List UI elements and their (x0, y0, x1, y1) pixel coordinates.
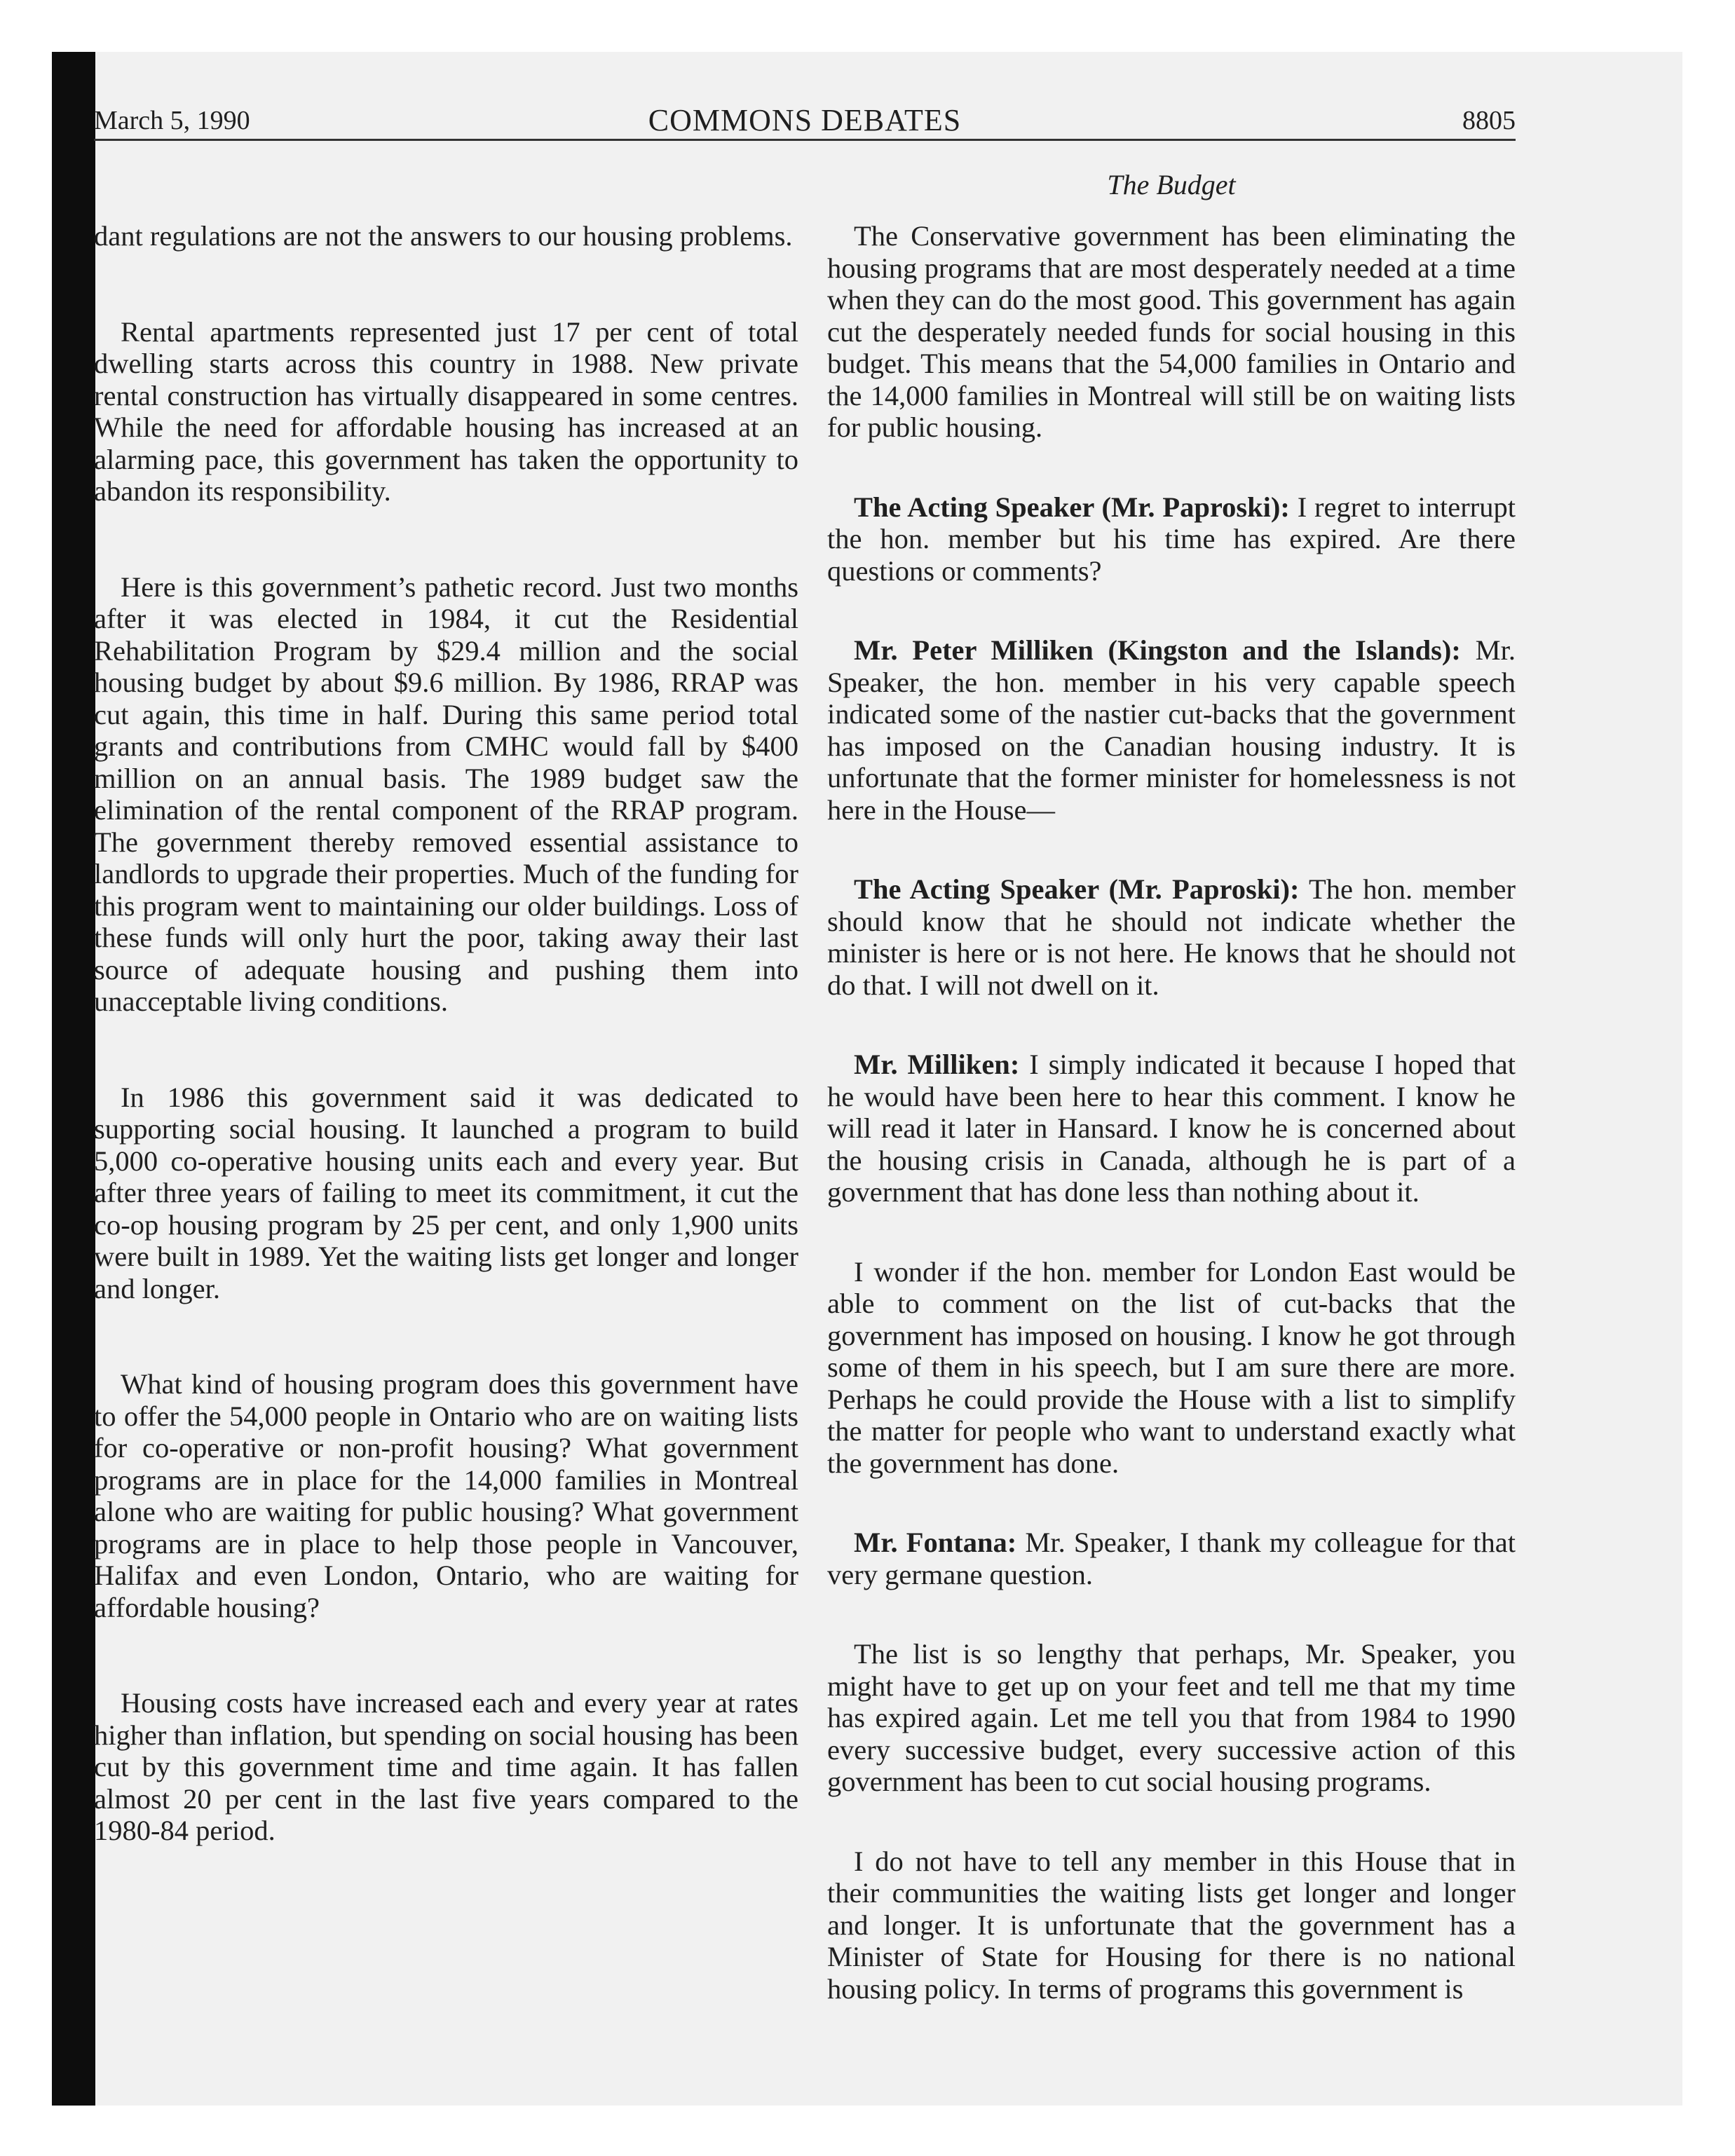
speech-text: The hon. member should know that he should not indicate whether the minister is here or is not here. He knows that he should not do that. I will not dwell on it. (827, 873, 1516, 1001)
header-date: March 5, 1990 (94, 106, 250, 135)
speaker-name: The Acting Speaker (Mr. Paproski): (854, 873, 1300, 905)
paragraph (94, 571, 798, 1018)
speech-text: Mr. Speaker, the hon. member in his very capable speech indicated some of the nastier cut-backs that the government has imposed on the Canadian housing industry. It is unfortunate that the former minister for homelessness is not here in the House— (827, 634, 1516, 826)
paragraph (827, 1845, 1516, 2005)
paragraph-text: I wonder if the hon. member for London East would be able to comment on the list of cut-backs that the government has imposed on housing. I know he got through some of them in his speech, but I am sure there are more. Perhaps he could provide the House with a list to simplify the matter for people who want to understand exactly what the government has done. (827, 1255, 1516, 1479)
speech (827, 491, 1516, 587)
paragraph (827, 1256, 1516, 1480)
paragraph (94, 1368, 798, 1623)
speech (827, 1049, 1516, 1208)
paragraph-text: Housing costs have increased each and every year at rates higher than inflation, but spending on social housing has been cut by this government time and time again. It has fallen almost 20 per cent in the last five years compared to the 1980-84 period. (94, 1687, 798, 1846)
paragraph-text: What kind of housing program does this government have to offer the 54,000 people in Ontario who are on waiting lists for co-operative or non-profit housing? What government programs are in place for the 14,000 families in Montreal alone who are waiting for public housing? What government programs are in place to help those people in Vancouver, Halifax and even London, Ontario, who are waiting for affordable housing? (94, 1368, 798, 1623)
header-page-number: 8805 (1462, 106, 1516, 135)
paragraph (94, 220, 798, 252)
section-title: The Budget (1107, 169, 1236, 200)
speech (827, 1527, 1516, 1590)
right-column (827, 220, 1516, 2052)
paragraph (94, 1687, 798, 1847)
speech-text: Mr. Speaker, I thank my colleague for that very germane question. (827, 1527, 1516, 1590)
paragraph-text: Rental apartments represented just 17 per cent of total dwelling starts across this country in 1988. New private rental construction has virtually disappeared in some centres. While the need for affordable housing has increased at an alarming pace, this government has taken the opportunity to abandon its responsibility. (94, 315, 798, 507)
paragraph (94, 316, 798, 507)
paragraph-text: Here is this government’s pathetic record. Just two months after it was elected in 1984, it cut the Residential Rehabilitation Program by $29.4 million and the social housing budget by about $9.6 million. By 1986, RRAP was cut again, this time in half. During this same period total grants and contributions from CMHC would fall by $400 million on an annual basis. The 1989 budget saw the elimination of the rental component of the RRAP program. The government thereby removed essential assistance to landlords to upgrade their properties. Much of the funding for this program went to maintaining our older buildings. Loss of these funds will only hurt the poor, taking away their last source of adequate housing and pushing them into unacceptable living conditions. (94, 571, 798, 1017)
paragraph (94, 1082, 798, 1305)
speech (827, 873, 1516, 1001)
paragraph-text: The Conservative government has been eliminating the housing programs that are most desperately needed at a time when they can do the most good. This government has again cut the desperately needed funds for social housing in this budget. This means that the 54,000 families in Ontario and the 14,000 families in Montreal will still be on waiting lists for public housing. (827, 220, 1516, 443)
left-column (94, 220, 798, 1911)
paragraph (827, 220, 1516, 444)
speech-text: I regret to interrupt the hon. member but his time has expired. Are there questions or comments? (827, 491, 1516, 587)
speaker-name: Mr. Fontana: (854, 1527, 1017, 1558)
speech-text: I simply indicated it because I hoped that he would have been here to hear this comment. I know he will read it later in Hansard. I know he is concerned about the housing crisis in Canada, although he is part of a government that has done less than nothing about it. (827, 1049, 1516, 1208)
scan-edge (52, 52, 95, 2106)
speaker-name: Mr. Peter Milliken (Kingston and the Islands): (854, 634, 1461, 666)
paragraph-text: In 1986 this government said it was dedicated to supporting social housing. It launched a program to build 5,000 co-operative housing units each and every year. But after three years of failing to meet its commitment, it cut the co-op housing program by 25 per cent, and only 1,900 units were built in 1989. Yet the waiting lists get longer and longer and longer. (94, 1081, 798, 1304)
paragraph-text: dant regulations are not the answers to our housing problems. (94, 220, 793, 252)
speaker-name: Mr. Milliken: (854, 1049, 1020, 1080)
header-title: COMMONS DEBATES (648, 103, 962, 137)
paragraph (827, 1638, 1516, 1798)
speaker-name: The Acting Speaker (Mr. Paproski): (854, 491, 1290, 523)
paragraph-text: I do not have to tell any member in this House that in their communities the waiting lists get longer and longer and longer. It is unfortunate that the government has a Minister of State for Housing for there is no national housing policy. In terms of programs this government is (827, 1845, 1516, 2005)
page-header (94, 95, 1516, 141)
paragraph-text: The list is so lengthy that perhaps, Mr. Speaker, you might have to get up on your feet and tell me that my time has expired again. Let me tell you that from 1984 to 1990 every successive budget, every successive action of this government has been to cut social housing programs. (827, 1638, 1516, 1797)
speech (827, 634, 1516, 826)
